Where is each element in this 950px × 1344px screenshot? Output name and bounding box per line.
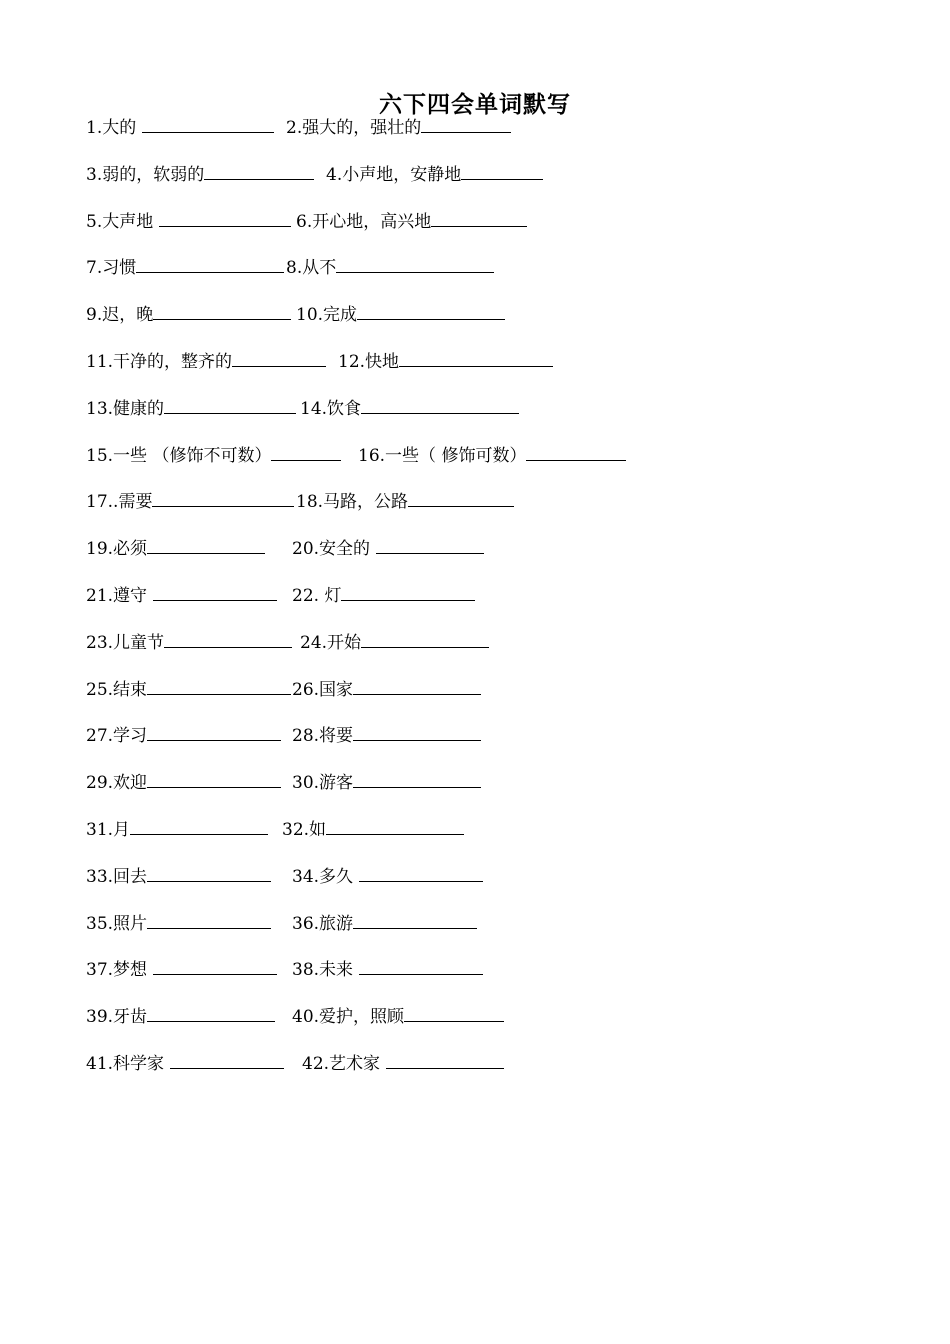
vocab-prompt: 25.结束 [86,679,148,700]
answer-blank[interactable] [153,956,277,975]
vocab-prompt: 35.照片 [86,913,148,934]
vocab-item [86,114,274,141]
vocab-item [300,395,519,422]
answer-blank[interactable] [147,676,291,695]
vocab-item [86,769,281,796]
answer-blank[interactable] [152,488,294,507]
vocab-item [86,629,292,656]
answer-blank[interactable] [147,769,281,788]
vocab-prompt: 1.大的 [86,118,137,138]
vocab-item [282,816,464,843]
vocab-item [358,442,626,469]
answer-blank[interactable] [147,535,265,554]
answer-blank[interactable] [408,488,514,507]
answer-blank[interactable] [164,629,292,648]
vocab-prompt: 31.月 [86,820,131,840]
vocab-prompt: 10.完成 [296,305,358,326]
vocab-item [292,863,483,890]
answer-blank[interactable] [147,1003,275,1022]
vocab-item [296,208,527,235]
vocab-prompt: 12.快地 [338,352,400,372]
answer-blank[interactable] [341,582,475,601]
vocab-item [86,488,294,515]
vocab-prompt: 20.安全的 [292,539,371,560]
answer-blank[interactable] [386,1050,504,1069]
answer-blank[interactable] [421,114,511,133]
vocab-item [86,1050,284,1077]
vocab-prompt: 16.一些（ 修饰可数） [358,445,527,466]
answer-blank[interactable] [130,816,268,835]
answer-blank[interactable] [326,816,464,835]
vocab-prompt: 34.多久 [292,866,354,887]
vocab-prompt: 17..需要 [86,492,153,513]
vocab-prompt: 40.爱护，照顾 [292,1007,405,1028]
vocab-item [292,582,475,609]
vocab-prompt: 32.如 [282,820,327,840]
answer-blank[interactable] [170,1050,284,1069]
vocab-item [86,161,314,188]
vocab-item [286,254,494,281]
vocab-item [292,676,481,703]
vocab-prompt: 24.开始 [300,632,362,653]
vocab-item [292,722,481,749]
answer-blank[interactable] [399,348,553,367]
answer-blank[interactable] [359,863,483,882]
vocab-item [292,769,481,796]
vocab-item [292,956,483,983]
vocab-prompt: 6.开心地，高兴地 [296,211,432,232]
vocab-prompt: 26.国家 [292,679,354,700]
vocab-item [286,114,511,141]
vocab-prompt: 21.遵守 [86,586,148,606]
vocab-prompt: 22. 灯 [292,586,342,606]
vocab-item [86,208,291,235]
answer-blank[interactable] [142,114,274,133]
vocab-item [86,582,277,609]
answer-blank[interactable] [153,301,291,320]
vocab-item [86,254,284,281]
vocab-prompt: 15.一些 （修饰不可数） [86,445,272,466]
answer-blank[interactable] [353,910,477,929]
vocab-item [300,629,489,656]
vocab-prompt: 3.弱的，软弱的 [86,164,205,185]
answer-blank[interactable] [353,722,481,741]
answer-blank[interactable] [353,769,481,788]
vocab-prompt: 18.马路，公路 [296,492,409,513]
vocab-prompt: 8.从不 [286,258,337,279]
vocab-prompt: 9.迟，晚 [86,305,154,326]
vocab-prompt: 27.学习 [86,726,148,747]
vocab-item [296,301,505,328]
vocab-item [86,863,271,890]
answer-blank[interactable] [361,395,519,414]
vocab-prompt: 28.将要 [292,726,354,747]
vocab-item [86,676,291,703]
vocab-item [292,535,484,562]
vocab-item [326,161,543,188]
vocab-prompt: 30.游客 [292,773,354,794]
answer-blank[interactable] [136,254,284,273]
answer-blank[interactable] [153,582,277,601]
vocab-item [86,395,296,422]
vocab-prompt: 41.科学家 [86,1054,165,1074]
answer-blank[interactable] [204,161,314,180]
answer-blank[interactable] [147,722,281,741]
vocab-item [86,910,271,937]
vocab-prompt: 4.小声地，安静地 [326,164,462,185]
answer-blank[interactable] [526,442,626,461]
answer-blank[interactable] [357,301,505,320]
vocab-prompt: 33.回去 [86,866,148,887]
vocab-item [86,1003,275,1030]
vocab-item [86,722,281,749]
answer-blank[interactable] [361,629,489,648]
page-title: 六下四会单词默写 [379,91,571,118]
answer-blank[interactable] [147,863,271,882]
answer-blank[interactable] [159,208,291,227]
vocab-item [86,816,268,843]
vocab-prompt: 7.习惯 [86,258,137,279]
vocab-prompt: 13.健康的 [86,398,165,419]
vocab-prompt: 2.强大的，强壮的 [286,118,422,138]
vocab-item [86,348,326,375]
answer-blank[interactable] [431,208,527,227]
answer-blank[interactable] [271,442,341,461]
answer-blank[interactable] [164,395,296,414]
answer-blank[interactable] [461,161,543,180]
vocab-prompt: 39.牙齿 [86,1007,148,1028]
vocab-prompt: 38.未来 [292,960,354,981]
vocab-item [338,348,553,375]
answer-blank[interactable] [404,1003,504,1022]
vocab-item [86,442,341,469]
answer-blank[interactable] [359,956,483,975]
vocab-item [86,956,277,983]
vocab-prompt: 19.必须 [86,539,148,560]
vocab-prompt: 23.儿童节 [86,632,165,653]
vocab-item [302,1050,504,1077]
answer-blank[interactable] [376,535,484,554]
vocab-item [292,910,477,937]
vocab-item [86,535,265,562]
answer-blank[interactable] [232,348,326,367]
vocab-prompt: 14.饮食 [300,398,362,419]
answer-blank[interactable] [353,676,481,695]
vocab-item [296,488,514,515]
vocab-prompt: 36.旅游 [292,913,354,934]
vocab-prompt: 5.大声地 [86,211,154,232]
vocab-item [86,301,291,328]
answer-blank[interactable] [147,910,271,929]
vocab-prompt: 42.艺术家 [302,1054,381,1074]
vocab-prompt: 37.梦想 [86,960,148,981]
vocab-item [292,1003,504,1030]
answer-blank[interactable] [336,254,494,273]
vocab-prompt: 11.干净的，整齐的 [86,352,233,372]
vocab-prompt: 29.欢迎 [86,773,148,794]
